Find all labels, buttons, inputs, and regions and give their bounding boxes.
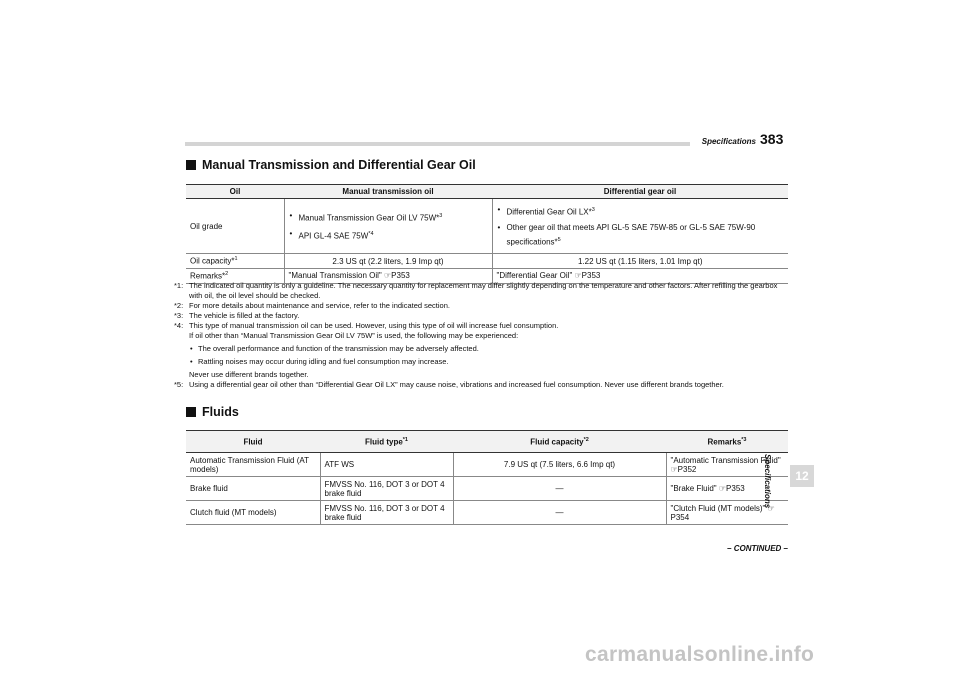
fluid-capacity: —: [453, 501, 666, 525]
footnote-bullet: • The overall performance and function of the transmission may be adversely affected.: [174, 344, 788, 354]
square-bullet-icon: [186, 407, 196, 417]
fluid-capacity: —: [453, 477, 666, 501]
table-header-row: [186, 431, 788, 453]
chapter-number-tab[interactable]: 12: [790, 465, 814, 487]
column-header: Fluid type$^{*1}$: [320, 431, 453, 453]
continued-label: – CONTINUED –: [727, 544, 788, 553]
column-header: Fluid: [186, 431, 320, 453]
column-header: Fluid capacity$^{*2}$: [453, 431, 666, 453]
fluid-capacity: 7.9 US qt (7.5 liters, 6.6 Imp qt): [453, 453, 666, 477]
diff-oil-remarks-link[interactable]: "Differential Gear Oil" ☞P353: [492, 268, 788, 283]
running-header-title: Specifications: [701, 137, 756, 146]
fluids-spec-table: [186, 430, 788, 525]
header-rule: [185, 142, 690, 146]
list-item: • API GL-4 SAE $75W^{*4}$: [299, 228, 488, 243]
fluid-name: Clutch fluid (MT models): [186, 501, 320, 525]
column-header: Manual transmission oil: [284, 185, 492, 199]
table-header-row: [186, 185, 788, 199]
oil-spec-table: [186, 184, 788, 284]
table-row: [186, 254, 788, 269]
table-row: [186, 453, 788, 477]
footnote: *4: This type of manual transmission oil can be used. However, using this type of oil will increase fuel consumption.: [174, 321, 559, 330]
column-header: Oil: [186, 185, 284, 199]
table-row: [186, 477, 788, 501]
diff-oil-grade-cell: [492, 199, 788, 254]
footnotes: [174, 281, 788, 390]
page-number: 383: [760, 131, 784, 147]
list-item: • Manual Transmission Gear Oil LV 75W*$^3$: [299, 210, 488, 225]
list-item: • Differential Gear Oil LX*$^3$: [507, 204, 785, 219]
fluid-name: Brake fluid: [186, 477, 320, 501]
square-bullet-icon: [186, 160, 196, 170]
chapter-side-label: Specifications: [763, 454, 772, 509]
section-heading-oil: [186, 158, 476, 172]
footnote-continuation: Never use different brands together.: [189, 370, 309, 379]
column-header: Remarks$^{*3}$: [666, 431, 788, 453]
diff-oil-capacity: 1.22 US qt (1.15 liters, 1.01 Imp qt): [492, 254, 788, 269]
mt-oil-capacity: 2.3 US qt (2.2 liters, 1.9 Imp qt): [284, 254, 492, 269]
mt-oil-grade-cell: [284, 199, 492, 254]
column-header: Differential gear oil: [492, 185, 788, 199]
fluid-type: FMVSS No. 116, DOT 3 or DOT 4 brake fluid: [320, 477, 453, 501]
fluid-remarks-link[interactable]: "Brake Fluid" ☞P353: [666, 477, 788, 501]
fluid-type: ATF WS: [320, 453, 453, 477]
table-row: [186, 501, 788, 525]
row-label: Oil grade: [186, 199, 284, 254]
footnote-continuation: If oil other than “Manual Transmission Gear Oil LV 75W” is used, the following may be experienced:: [189, 331, 519, 340]
section-heading-fluids: [186, 405, 239, 419]
section-title: Fluids: [202, 405, 239, 419]
footnote: *3: The vehicle is filled at the factory.: [174, 311, 300, 320]
row-label: Remarks*$^2$: [186, 268, 284, 283]
table-row: [186, 199, 788, 254]
fluid-name: Automatic Transmission Fluid (AT models): [186, 453, 320, 477]
footnote: *5: Using a differential gear oil other than “Differential Gear Oil LX” may cause noise, vibrations and increased fuel consumption. Never use different brands together.: [174, 380, 724, 389]
section-title: Manual Transmission and Differential Gear Oil: [202, 158, 476, 172]
mt-oil-remarks-link[interactable]: "Manual Transmission Oil" ☞P353: [284, 268, 492, 283]
list-item: • Other gear oil that meets API GL-5 SAE 75W-85 or GL-5 SAE 75W-90 specifications*$^5$: [507, 222, 785, 249]
fluid-remarks-link[interactable]: "Clutch Fluid (MT models)" ☞P354: [666, 501, 788, 525]
fluid-type: FMVSS No. 116, DOT 3 or DOT 4 brake fluid: [320, 501, 453, 525]
footnote: *1: The indicated oil quantity is only a guideline. The necessary quantity for replacement may differ slightly depending on the temperature and other factors. After refilling the gearbox with oil, the oil level should be checked.: [174, 281, 778, 300]
footnote-bullet: • Rattling noises may occur during idling and fuel consumption may increase.: [174, 357, 788, 367]
row-label: Oil capacity*$^1$: [186, 254, 284, 269]
watermark: carmanualsonline.info: [585, 643, 815, 666]
fluid-remarks-link[interactable]: "Automatic Transmission Fluid" ☞P352: [666, 453, 788, 477]
footnote: *2: For more details about maintenance and service, refer to the indicated section.: [174, 301, 450, 310]
